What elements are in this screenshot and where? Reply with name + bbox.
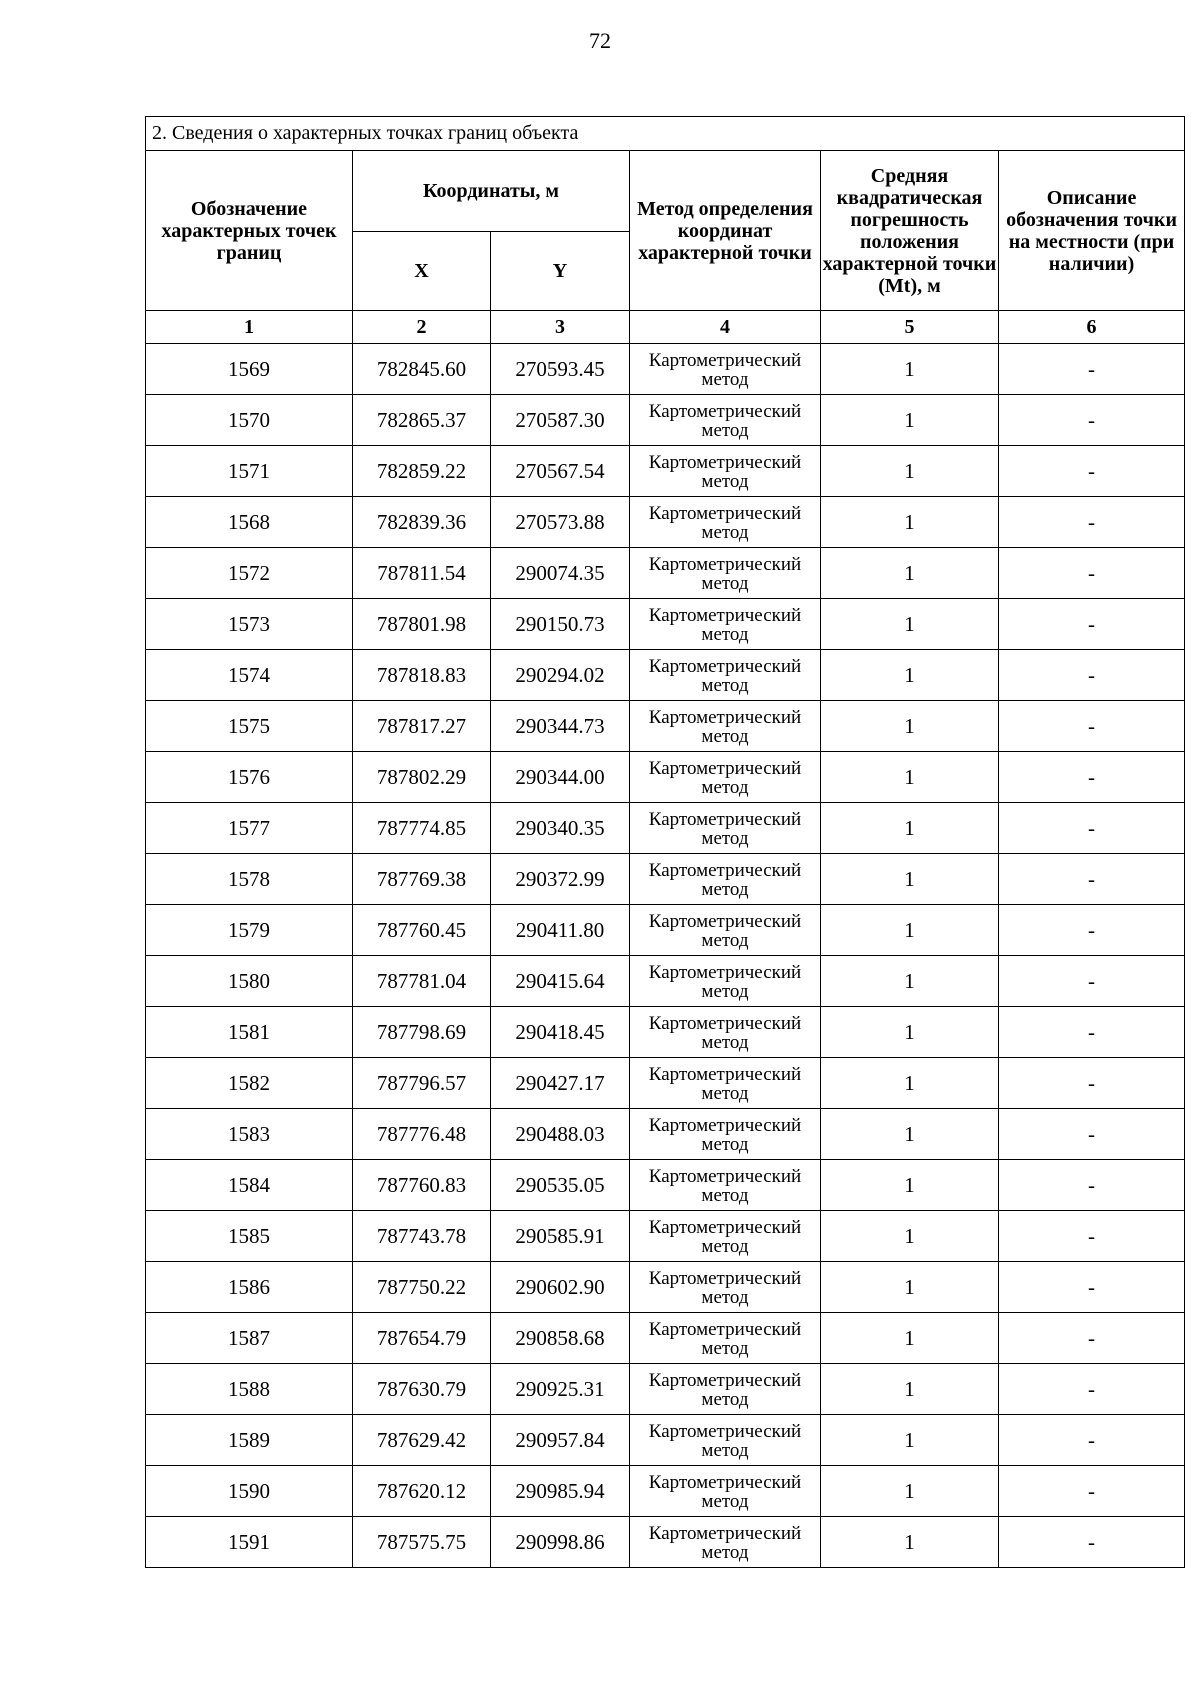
mean-error-cell: 1 bbox=[821, 1109, 999, 1160]
table-row bbox=[146, 1364, 1185, 1415]
table-row bbox=[146, 1058, 1185, 1109]
description-cell: - bbox=[999, 1364, 1185, 1415]
column-number: 3 bbox=[491, 311, 630, 344]
description-cell: - bbox=[999, 1262, 1185, 1313]
method-cell: Картометрический метод bbox=[630, 1262, 821, 1313]
y-coordinate-cell: 290858.68 bbox=[491, 1313, 630, 1364]
method-cell: Картометрический метод bbox=[630, 1517, 821, 1568]
point-id-cell: 1584 bbox=[146, 1160, 353, 1211]
description-cell: - bbox=[999, 803, 1185, 854]
y-coordinate-cell: 270567.54 bbox=[491, 446, 630, 497]
header-x: X bbox=[353, 232, 491, 311]
y-coordinate-cell: 270573.88 bbox=[491, 497, 630, 548]
x-coordinate-cell: 787629.42 bbox=[353, 1415, 491, 1466]
y-coordinate-cell: 290415.64 bbox=[491, 956, 630, 1007]
description-cell: - bbox=[999, 1109, 1185, 1160]
point-id-cell: 1582 bbox=[146, 1058, 353, 1109]
point-id-cell: 1573 bbox=[146, 599, 353, 650]
method-cell: Картометрический метод bbox=[630, 1364, 821, 1415]
description-cell: - bbox=[999, 701, 1185, 752]
mean-error-cell: 1 bbox=[821, 548, 999, 599]
mean-error-cell: 1 bbox=[821, 905, 999, 956]
y-coordinate-cell: 290372.99 bbox=[491, 854, 630, 905]
header-y: Y bbox=[491, 232, 630, 311]
point-id-cell: 1583 bbox=[146, 1109, 353, 1160]
x-coordinate-cell: 787817.27 bbox=[353, 701, 491, 752]
method-cell: Картометрический метод bbox=[630, 395, 821, 446]
table-row bbox=[146, 1007, 1185, 1058]
table-row bbox=[146, 1211, 1185, 1262]
method-cell: Картометрический метод bbox=[630, 1211, 821, 1262]
description-cell: - bbox=[999, 395, 1185, 446]
y-coordinate-cell: 290488.03 bbox=[491, 1109, 630, 1160]
x-coordinate-cell: 787776.48 bbox=[353, 1109, 491, 1160]
method-cell: Картометрический метод bbox=[630, 344, 821, 395]
x-coordinate-cell: 782845.60 bbox=[353, 344, 491, 395]
mean-error-cell: 1 bbox=[821, 650, 999, 701]
x-coordinate-cell: 787575.75 bbox=[353, 1517, 491, 1568]
table-row bbox=[146, 548, 1185, 599]
table-row bbox=[146, 650, 1185, 701]
description-cell: - bbox=[999, 599, 1185, 650]
method-cell: Картометрический метод bbox=[630, 1466, 821, 1517]
x-coordinate-cell: 787781.04 bbox=[353, 956, 491, 1007]
y-coordinate-cell: 290344.73 bbox=[491, 701, 630, 752]
x-coordinate-cell: 787620.12 bbox=[353, 1466, 491, 1517]
x-coordinate-cell: 787811.54 bbox=[353, 548, 491, 599]
point-id-cell: 1571 bbox=[146, 446, 353, 497]
description-cell: - bbox=[999, 1058, 1185, 1109]
method-cell: Картометрический метод bbox=[630, 1415, 821, 1466]
mean-error-cell: 1 bbox=[821, 1211, 999, 1262]
mean-error-cell: 1 bbox=[821, 1160, 999, 1211]
header-description: Описание обозначения точки на местности (при наличии) bbox=[999, 151, 1185, 311]
table-row bbox=[146, 1466, 1185, 1517]
point-id-cell: 1568 bbox=[146, 497, 353, 548]
point-id-cell: 1574 bbox=[146, 650, 353, 701]
method-cell: Картометрический метод bbox=[630, 1058, 821, 1109]
table-row bbox=[146, 1313, 1185, 1364]
x-coordinate-cell: 787802.29 bbox=[353, 752, 491, 803]
point-id-cell: 1572 bbox=[146, 548, 353, 599]
y-coordinate-cell: 290411.80 bbox=[491, 905, 630, 956]
point-id-cell: 1579 bbox=[146, 905, 353, 956]
y-coordinate-cell: 290427.17 bbox=[491, 1058, 630, 1109]
column-number: 4 bbox=[630, 311, 821, 344]
table-row bbox=[146, 956, 1185, 1007]
y-coordinate-cell: 290998.86 bbox=[491, 1517, 630, 1568]
description-cell: - bbox=[999, 854, 1185, 905]
point-id-cell: 1586 bbox=[146, 1262, 353, 1313]
method-cell: Картометрический метод bbox=[630, 752, 821, 803]
table-row bbox=[146, 1517, 1185, 1568]
method-cell: Картометрический метод bbox=[630, 803, 821, 854]
mean-error-cell: 1 bbox=[821, 956, 999, 1007]
y-coordinate-cell: 290418.45 bbox=[491, 1007, 630, 1058]
characteristic-points-table bbox=[145, 116, 1185, 1568]
table-row bbox=[146, 905, 1185, 956]
method-cell: Картометрический метод bbox=[630, 1109, 821, 1160]
point-id-cell: 1588 bbox=[146, 1364, 353, 1415]
x-coordinate-cell: 787798.69 bbox=[353, 1007, 491, 1058]
description-cell: - bbox=[999, 497, 1185, 548]
method-cell: Картометрический метод bbox=[630, 599, 821, 650]
description-cell: - bbox=[999, 1466, 1185, 1517]
x-coordinate-cell: 787654.79 bbox=[353, 1313, 491, 1364]
description-cell: - bbox=[999, 1160, 1185, 1211]
header-point-designation: Обозначение характерных точек границ bbox=[146, 151, 353, 311]
y-coordinate-cell: 290150.73 bbox=[491, 599, 630, 650]
x-coordinate-cell: 787796.57 bbox=[353, 1058, 491, 1109]
column-number: 1 bbox=[146, 311, 353, 344]
page-number: 72 bbox=[589, 28, 611, 53]
table-row bbox=[146, 344, 1185, 395]
description-cell: - bbox=[999, 548, 1185, 599]
y-coordinate-cell: 270587.30 bbox=[491, 395, 630, 446]
table-row bbox=[146, 752, 1185, 803]
method-cell: Картометрический метод bbox=[630, 1313, 821, 1364]
table-row bbox=[146, 446, 1185, 497]
description-cell: - bbox=[999, 1007, 1185, 1058]
method-cell: Картометрический метод bbox=[630, 497, 821, 548]
table-row bbox=[146, 803, 1185, 854]
mean-error-cell: 1 bbox=[821, 854, 999, 905]
method-cell: Картометрический метод bbox=[630, 854, 821, 905]
description-cell: - bbox=[999, 1313, 1185, 1364]
y-coordinate-cell: 290585.91 bbox=[491, 1211, 630, 1262]
point-id-cell: 1581 bbox=[146, 1007, 353, 1058]
y-coordinate-cell: 290957.84 bbox=[491, 1415, 630, 1466]
y-coordinate-cell: 290074.35 bbox=[491, 548, 630, 599]
mean-error-cell: 1 bbox=[821, 1415, 999, 1466]
table-row bbox=[146, 854, 1185, 905]
method-cell: Картометрический метод bbox=[630, 446, 821, 497]
point-id-cell: 1576 bbox=[146, 752, 353, 803]
x-coordinate-cell: 787760.45 bbox=[353, 905, 491, 956]
method-cell: Картометрический метод bbox=[630, 548, 821, 599]
table-row bbox=[146, 1160, 1185, 1211]
point-id-cell: 1575 bbox=[146, 701, 353, 752]
y-coordinate-cell: 290340.35 bbox=[491, 803, 630, 854]
x-coordinate-cell: 787750.22 bbox=[353, 1262, 491, 1313]
y-coordinate-cell: 270593.45 bbox=[491, 344, 630, 395]
header-method: Метод определения координат характерной точки bbox=[630, 151, 821, 311]
x-coordinate-cell: 787760.83 bbox=[353, 1160, 491, 1211]
table-row bbox=[146, 701, 1185, 752]
point-id-cell: 1569 bbox=[146, 344, 353, 395]
description-cell: - bbox=[999, 446, 1185, 497]
mean-error-cell: 1 bbox=[821, 701, 999, 752]
x-coordinate-cell: 787818.83 bbox=[353, 650, 491, 701]
table-row bbox=[146, 1415, 1185, 1466]
column-number: 5 bbox=[821, 311, 999, 344]
y-coordinate-cell: 290344.00 bbox=[491, 752, 630, 803]
description-cell: - bbox=[999, 905, 1185, 956]
y-coordinate-cell: 290294.02 bbox=[491, 650, 630, 701]
mean-error-cell: 1 bbox=[821, 1364, 999, 1415]
point-id-cell: 1585 bbox=[146, 1211, 353, 1262]
section-title: 2. Сведения о характерных точках границ объекта bbox=[146, 117, 1185, 151]
method-cell: Картометрический метод bbox=[630, 1160, 821, 1211]
y-coordinate-cell: 290535.05 bbox=[491, 1160, 630, 1211]
mean-error-cell: 1 bbox=[821, 446, 999, 497]
table-row bbox=[146, 1109, 1185, 1160]
y-coordinate-cell: 290985.94 bbox=[491, 1466, 630, 1517]
mean-error-cell: 1 bbox=[821, 599, 999, 650]
x-coordinate-cell: 782839.36 bbox=[353, 497, 491, 548]
x-coordinate-cell: 787743.78 bbox=[353, 1211, 491, 1262]
description-cell: - bbox=[999, 956, 1185, 1007]
header-mean-error: Средняя квадратическая погрешность положения характерной точки (Mt), м bbox=[821, 151, 999, 311]
method-cell: Картометрический метод bbox=[630, 701, 821, 752]
point-id-cell: 1577 bbox=[146, 803, 353, 854]
description-cell: - bbox=[999, 650, 1185, 701]
column-number: 2 bbox=[353, 311, 491, 344]
mean-error-cell: 1 bbox=[821, 752, 999, 803]
point-id-cell: 1578 bbox=[146, 854, 353, 905]
x-coordinate-cell: 782865.37 bbox=[353, 395, 491, 446]
description-cell: - bbox=[999, 344, 1185, 395]
mean-error-cell: 1 bbox=[821, 1058, 999, 1109]
mean-error-cell: 1 bbox=[821, 1007, 999, 1058]
x-coordinate-cell: 782859.22 bbox=[353, 446, 491, 497]
point-id-cell: 1591 bbox=[146, 1517, 353, 1568]
table-row bbox=[146, 395, 1185, 446]
mean-error-cell: 1 bbox=[821, 1262, 999, 1313]
point-id-cell: 1590 bbox=[146, 1466, 353, 1517]
point-id-cell: 1587 bbox=[146, 1313, 353, 1364]
y-coordinate-cell: 290602.90 bbox=[491, 1262, 630, 1313]
mean-error-cell: 1 bbox=[821, 1466, 999, 1517]
x-coordinate-cell: 787801.98 bbox=[353, 599, 491, 650]
x-coordinate-cell: 787774.85 bbox=[353, 803, 491, 854]
mean-error-cell: 1 bbox=[821, 497, 999, 548]
column-number: 6 bbox=[999, 311, 1185, 344]
mean-error-cell: 1 bbox=[821, 1313, 999, 1364]
description-cell: - bbox=[999, 1415, 1185, 1466]
mean-error-cell: 1 bbox=[821, 803, 999, 854]
point-id-cell: 1570 bbox=[146, 395, 353, 446]
y-coordinate-cell: 290925.31 bbox=[491, 1364, 630, 1415]
section-title-row bbox=[146, 117, 1185, 151]
table-row bbox=[146, 1262, 1185, 1313]
header-row bbox=[146, 151, 1185, 232]
point-id-cell: 1580 bbox=[146, 956, 353, 1007]
table-row bbox=[146, 497, 1185, 548]
header-coordinates: Координаты, м bbox=[353, 151, 630, 232]
method-cell: Картометрический метод bbox=[630, 905, 821, 956]
description-cell: - bbox=[999, 1211, 1185, 1262]
description-cell: - bbox=[999, 752, 1185, 803]
point-id-cell: 1589 bbox=[146, 1415, 353, 1466]
mean-error-cell: 1 bbox=[821, 1517, 999, 1568]
mean-error-cell: 1 bbox=[821, 395, 999, 446]
description-cell: - bbox=[999, 1517, 1185, 1568]
method-cell: Картометрический метод bbox=[630, 1007, 821, 1058]
column-numbers-row bbox=[146, 311, 1185, 344]
method-cell: Картометрический метод bbox=[630, 956, 821, 1007]
table-row bbox=[146, 599, 1185, 650]
method-cell: Картометрический метод bbox=[630, 650, 821, 701]
x-coordinate-cell: 787769.38 bbox=[353, 854, 491, 905]
mean-error-cell: 1 bbox=[821, 344, 999, 395]
x-coordinate-cell: 787630.79 bbox=[353, 1364, 491, 1415]
